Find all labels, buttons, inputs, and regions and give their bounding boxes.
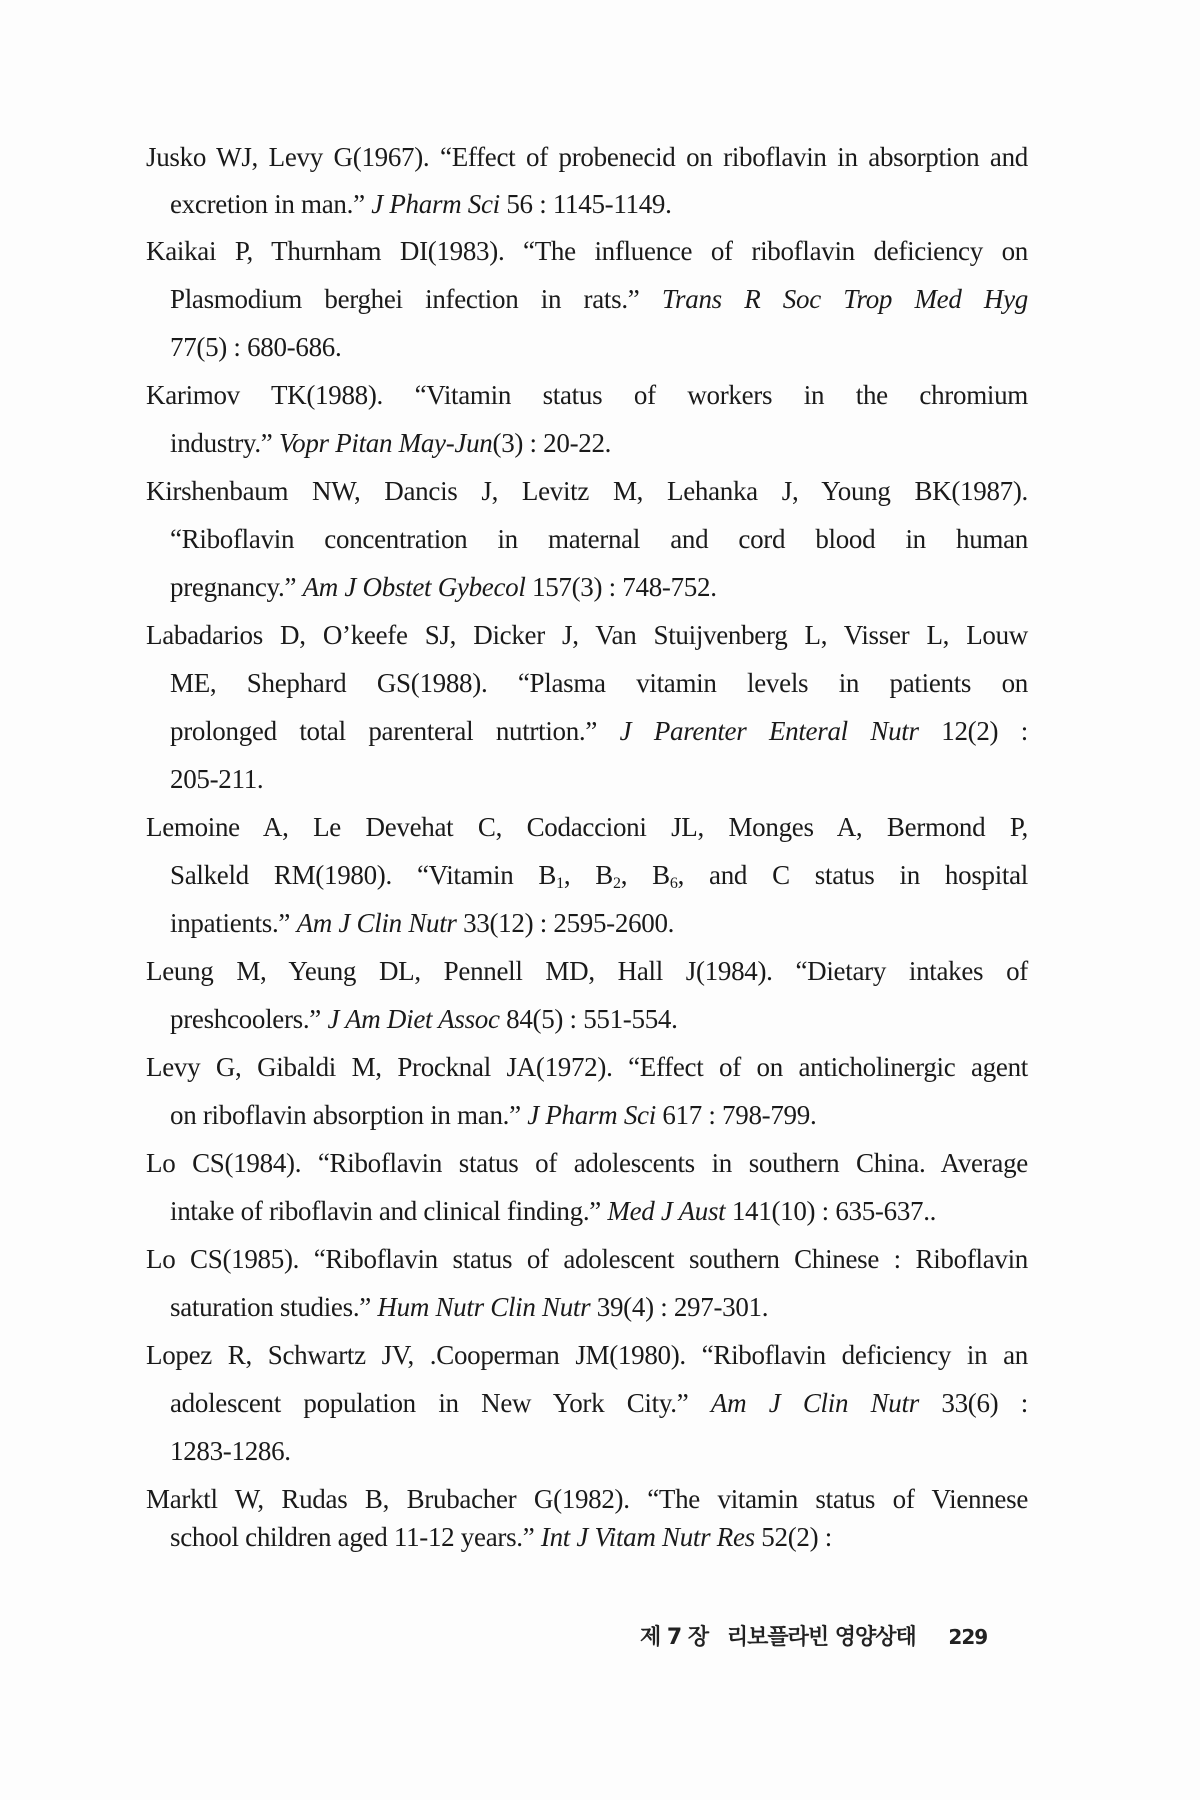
- reference-text: “Riboflavin concentration in maternal and cord blood in human: [170, 524, 1028, 554]
- reference-line: [170, 330, 1028, 364]
- reference-text: Jusko WJ, Levy G(1967). “Effect of probenecid on riboflavin in absorption and: [146, 142, 1028, 172]
- reference-line: [170, 1434, 1028, 1468]
- citation-details: 52(2) :: [754, 1522, 832, 1552]
- reference-line: [170, 906, 1028, 940]
- reference-text: Levy G, Gibaldi M, Procknal JA(1972). “Effect of on anticholinergic agent: [146, 1052, 1028, 1082]
- reference-text: Lo CS(1984). “Riboflavin status of adolescents in southern China. Average: [146, 1148, 1028, 1178]
- journal-name: J Am Diet Assoc: [327, 1004, 500, 1034]
- reference-text: inpatients.”: [170, 908, 297, 938]
- reference-line: [170, 1098, 1028, 1132]
- journal-name: Am J Clin Nutr: [296, 908, 457, 938]
- reference-text: 1283-1286.: [170, 1436, 291, 1466]
- reference-text: Salkeld RM(1980). “Vitamin B: [170, 860, 557, 890]
- reference-text: Lemoine A, Le Devehat C, Codaccioni JL, Monges A, Bermond P,: [146, 812, 1028, 842]
- reference-text: , and C status in hospital: [677, 860, 1029, 890]
- reference-line: [170, 426, 1028, 460]
- reference-line: [146, 618, 1028, 652]
- reference-text: adolescent population in New York City.”: [170, 1388, 711, 1418]
- reference-line: [146, 1338, 1028, 1372]
- reference-line: [170, 1290, 1028, 1324]
- reference-text: pregnancy.”: [170, 572, 303, 602]
- journal-name: Trans R Soc Trop Med Hyg: [661, 284, 1028, 314]
- reference-line: [146, 474, 1028, 508]
- citation-details: 33(6) :: [918, 1388, 1028, 1418]
- journal-name: Int J Vitam Nutr Res: [540, 1522, 755, 1552]
- citation-details: 617 : 798-799.: [655, 1100, 817, 1130]
- reference-text: ME, Shephard GS(1988). “Plasma vitamin levels in patients on: [170, 668, 1028, 698]
- reference-line: [170, 187, 1028, 221]
- journal-name: J Pharm Sci: [371, 189, 500, 219]
- reference-text: Leung M, Yeung DL, Pennell MD, Hall J(1984). “Dietary intakes of: [146, 956, 1028, 986]
- subscript: 2: [612, 875, 621, 892]
- reference-text: intake of riboflavin and clinical finding.”: [170, 1196, 608, 1226]
- citation-details: 84(5) : 551-554.: [499, 1004, 678, 1034]
- citation-details: 141(10) : 635-637..: [725, 1196, 937, 1226]
- reference-line: [170, 1386, 1028, 1420]
- reference-text: Lopez R, Schwartz JV, .Cooperman JM(1980). “Riboflavin deficiency in an: [146, 1340, 1028, 1370]
- journal-name: Hum Nutr Clin Nutr: [377, 1292, 591, 1322]
- reference-text: Plasmodium berghei infection in rats.”: [170, 284, 662, 314]
- reference-line: [170, 282, 1028, 316]
- citation-details: (3) : 20-22.: [492, 428, 612, 458]
- subscript: 1: [556, 875, 564, 892]
- reference-text: industry.”: [170, 428, 279, 458]
- footer-title: 리보플라빈 영양상태: [726, 1625, 916, 1650]
- reference-line: [170, 714, 1028, 748]
- reference-line: [170, 1002, 1028, 1036]
- reference-line: [146, 810, 1028, 844]
- reference-line: [146, 378, 1028, 412]
- subscript: 6: [669, 875, 678, 892]
- reference-line: [146, 954, 1028, 988]
- journal-name: Am J Clin Nutr: [710, 1388, 919, 1418]
- reference-text: , B: [563, 860, 613, 890]
- page-number: 229: [948, 1625, 988, 1649]
- reference-text: , B: [620, 860, 670, 890]
- reference-text: Kaikai P, Thurnham DI(1983). “The influence of riboflavin deficiency on: [146, 236, 1028, 266]
- reference-line: [170, 1520, 1028, 1554]
- reference-line: [146, 234, 1028, 268]
- reference-line: [146, 1146, 1028, 1180]
- reference-line: [146, 140, 1028, 174]
- reference-line: [170, 570, 1028, 604]
- reference-line: [170, 1194, 1028, 1228]
- citation-details: 56 : 1145-1149.: [499, 189, 672, 219]
- reference-line: [170, 858, 1028, 892]
- reference-text: Karimov TK(1988). “Vitamin status of workers in the chromium: [146, 380, 1028, 410]
- reference-text: Lo CS(1985). “Riboflavin status of adolescent southern Chinese : Riboflavin: [146, 1244, 1028, 1274]
- reference-line: [146, 1242, 1028, 1276]
- page-footer: [640, 1620, 999, 1651]
- reference-text: prolonged total parenteral nutrtion.”: [170, 716, 620, 746]
- journal-name: Vopr Pitan May-Jun: [278, 428, 493, 458]
- reference-text: on riboflavin absorption in man.”: [170, 1100, 528, 1130]
- reference-line: [170, 762, 1028, 796]
- citation-details: 39(4) : 297-301.: [590, 1292, 769, 1322]
- reference-text: 205-211.: [170, 764, 264, 794]
- journal-name: J Pharm Sci: [527, 1100, 656, 1130]
- reference-text: preshcoolers.”: [170, 1004, 328, 1034]
- reference-line: [170, 666, 1028, 700]
- citation-details: 12(2) :: [918, 716, 1028, 746]
- citation-details: 157(3) : 748-752.: [525, 572, 717, 602]
- reference-text: Kirshenbaum NW, Dancis J, Levitz M, Lehanka J, Young BK(1987).: [146, 476, 1028, 506]
- reference-text: saturation studies.”: [170, 1292, 378, 1322]
- footer-chapter: 제 7 장: [640, 1625, 709, 1650]
- journal-name: Med J Aust: [607, 1196, 726, 1226]
- reference-text: excretion in man.”: [170, 189, 372, 219]
- journal-name: Am J Obstet Gybecol: [302, 572, 526, 602]
- journal-name: J Parenter Enteral Nutr: [619, 716, 919, 746]
- citation-details: 33(12) : 2595-2600.: [456, 908, 675, 938]
- reference-text: Labadarios D, O’keefe SJ, Dicker J, Van Stuijvenberg L, Visser L, Louw: [146, 620, 1028, 650]
- reference-line: [170, 522, 1028, 556]
- reference-text: Marktl W, Rudas B, Brubacher G(1982). “The vitamin status of Viennese: [146, 1484, 1028, 1514]
- reference-text: school children aged 11-12 years.”: [170, 1522, 541, 1552]
- reference-line: [146, 1050, 1028, 1084]
- reference-text: 77(5) : 680-686.: [170, 332, 342, 362]
- reference-line: [146, 1482, 1028, 1516]
